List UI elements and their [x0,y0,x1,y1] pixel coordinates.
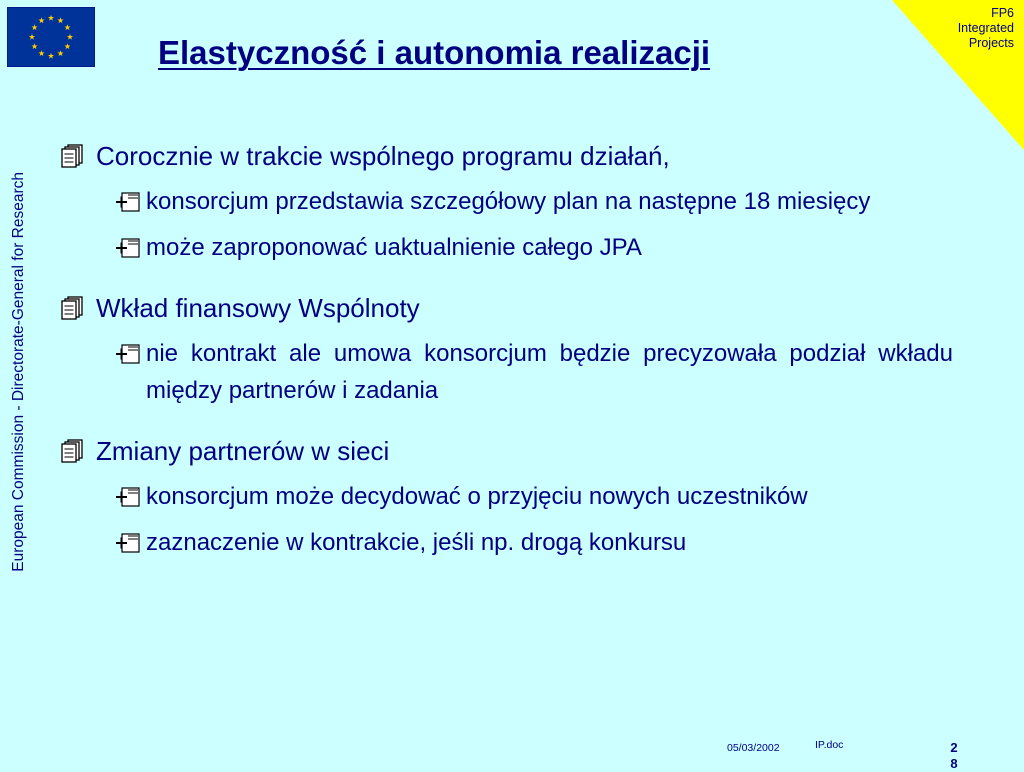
document-plus-icon [114,524,146,561]
notepad-icon [60,433,96,469]
footer-filename: IP.doc [815,739,844,751]
page-number-digit: 2 [950,740,958,755]
bullet-level2 [114,335,953,409]
bullet-heading: Corocznie w trakcie wspólnego programu działań, [96,141,670,171]
footer-date: 05/03/2002 [727,742,780,754]
corner-line-integrated: Integrated [957,21,1014,35]
bullet-level1 [60,290,953,326]
bullet-heading: Zmiany partnerów w sieci [96,436,390,466]
document-plus-icon [114,335,146,372]
bullet-text: konsorcjum przedstawia szczegółowy plan na następne 18 miesięcy [146,188,871,215]
eu-flag-icon [7,7,95,67]
bullet-level2 [114,229,953,266]
bullet-level2 [114,183,953,220]
corner-line-fp6: FP6 [991,6,1014,20]
sidebar-text: European Commission - Directorate-General for Research [10,172,27,572]
corner-label [924,6,1014,51]
bullet-text: zaznaczenie w kontrakcie, jeśli np. drogą konkursu [146,529,687,556]
bullet-level2 [114,478,953,515]
bullet-level2 [114,524,953,561]
document-plus-icon [114,478,146,515]
document-plus-icon [114,229,146,266]
corner-line-projects: Projects [968,36,1014,50]
bullet-text: konsorcjum może decydować o przyjęciu nowych uczestników [146,483,808,510]
bullet-level1 [60,433,953,469]
slide-title: Elastyczność i autonomia realizacji [158,34,711,71]
document-plus-icon [114,183,146,220]
notepad-icon [60,138,96,174]
bullet-text: może zaproponować uaktualnienie całego JPA [146,234,642,261]
bullet-level1 [60,138,953,174]
bullet-heading: Wkład finansowy Wspólnoty [96,293,420,323]
page-number-digit: 8 [950,756,958,771]
slide-content [60,138,953,561]
page-number [947,740,961,772]
sidebar [7,92,31,652]
bullet-text: nie kontrakt ale umowa konsorcjum będzie precyzowała podział wkładu między partnerów i zadania [146,340,953,404]
notepad-icon [60,290,96,326]
